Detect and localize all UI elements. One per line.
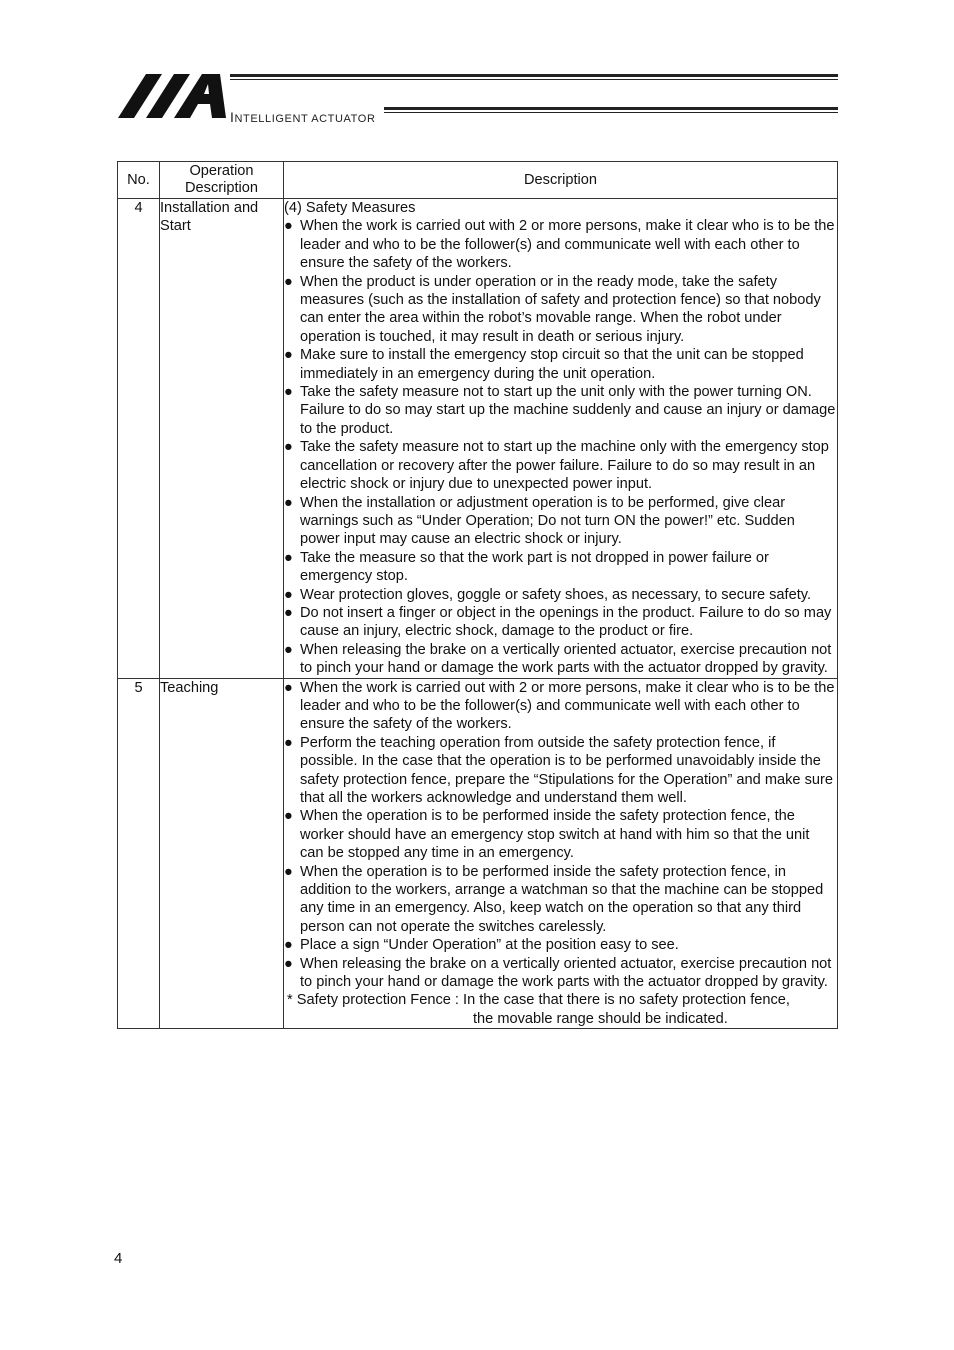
brand-wordmark: INTELLIGENT ACTUATOR bbox=[230, 109, 376, 125]
list-item: ● When the installation or adjustment operation is to be performed, give clear warnings such as “Under Operation; Do not turn ON the power!” etc. Sudden power input may cause an electric shock or injury. bbox=[284, 494, 795, 548]
column-header-no: No. bbox=[118, 162, 160, 199]
list-item: ● Take the measure so that the work part is not dropped in power failure or emergency stop. bbox=[284, 549, 769, 585]
bullet-icon: ● bbox=[284, 955, 293, 972]
list-item: ● Take the safety measure not to start up the unit only with the power turning ON. Failure to do so may start up the machine suddenly and cause an injury or damage to the product. bbox=[284, 384, 836, 437]
footnote-line-2: the movable range should be indicated. bbox=[473, 1010, 728, 1027]
bullet-icon: ● bbox=[284, 863, 293, 880]
bullet-icon: ● bbox=[284, 439, 293, 456]
bullet-icon: ● bbox=[284, 679, 293, 696]
bullet-icon: ● bbox=[284, 937, 293, 954]
bullet-icon: ● bbox=[284, 734, 293, 751]
list-item: ● When the operation is to be performed inside the safety protection fence, in addition to the workers, arrange a watchman so that the machine can be stopped any time in an emergency. Also, keep watch on the operation so that any third person can not operate the switches carelessly. bbox=[284, 863, 824, 935]
list-item: ● When the work is carried out with 2 or more persons, make it clear who is to be the leader and who to be the follower(s) and communicate well with each other to ensure the safety of the workers. bbox=[284, 218, 835, 272]
list-item: ● Place a sign “Under Operation” at the position easy to see. bbox=[284, 937, 679, 954]
iai-logo-icon bbox=[116, 70, 228, 120]
column-header-operation: Operation Description bbox=[160, 162, 284, 199]
column-header-description: Description bbox=[284, 162, 838, 199]
bullet-icon: ● bbox=[284, 494, 293, 511]
description-cell bbox=[284, 678, 838, 1029]
section-subheading: (4) Safety Measures bbox=[284, 200, 416, 216]
bullet-icon: ● bbox=[284, 384, 293, 401]
bullet-icon: ● bbox=[284, 218, 293, 235]
document-header bbox=[116, 70, 840, 125]
list-item: ● When releasing the brake on a vertically oriented actuator, exercise precaution not to pinch your hand or damage the work parts with the actuator dropped by gravity. bbox=[284, 955, 832, 991]
footnote-line-1: * Safety protection Fence : In the case that there is no safety protection fence, bbox=[287, 992, 790, 1009]
bullet-icon: ● bbox=[284, 347, 293, 364]
row-number: 4 bbox=[118, 199, 160, 679]
bullet-icon: ● bbox=[284, 586, 293, 603]
bullet-icon: ● bbox=[284, 273, 293, 290]
header-rule-top-thick bbox=[230, 74, 838, 77]
footnote bbox=[284, 991, 837, 1028]
header-rule-bottom-thick bbox=[384, 107, 838, 110]
table-header-row bbox=[118, 162, 838, 199]
page-number: 4 bbox=[114, 1250, 123, 1267]
list-item: ● When the operation is to be performed inside the safety protection fence, the worker should have an emergency stop switch at hand with him so that the unit can be stopped any time in an emergency. bbox=[284, 808, 810, 862]
table-row-teaching bbox=[118, 678, 838, 1029]
table-row-installation bbox=[118, 199, 838, 679]
bullet-list bbox=[284, 217, 837, 677]
bullet-icon: ● bbox=[284, 808, 293, 825]
bullet-list bbox=[284, 679, 837, 992]
list-item: ● When the work is carried out with 2 or more persons, make it clear who is to be the leader and who to be the follower(s) and communicate well with each other to ensure the safety of the workers. bbox=[284, 679, 835, 733]
list-item: ● When releasing the brake on a vertically oriented actuator, exercise precaution not to pinch your hand or damage the work parts with the actuator dropped by gravity. bbox=[284, 641, 832, 677]
bullet-icon: ● bbox=[284, 604, 293, 621]
list-item: ● Take the safety measure not to start up the machine only with the emergency stop cancellation or recovery after the power failure. Failure to do so may result in an electric shock or injury due to unexpected power input. bbox=[284, 439, 829, 493]
list-item: ● Wear protection gloves, goggle or safety shoes, as necessary, to secure safety. bbox=[284, 586, 812, 603]
bullet-icon: ● bbox=[284, 549, 293, 566]
operation-label: Teaching bbox=[160, 678, 284, 1029]
list-item: ● Make sure to install the emergency stop circuit so that the unit can be stopped immediately in an emergency during the unit operation. bbox=[284, 347, 804, 382]
list-item: ● Do not insert a finger or object in the openings in the product. Failure to do so may cause an injury, electric shock, damage to the product or fire. bbox=[284, 604, 832, 640]
description-cell bbox=[284, 199, 838, 679]
header-rule-top-thin bbox=[230, 79, 838, 80]
list-item: ● Perform the teaching operation from outside the safety protection fence, if possible. In the case that the operation is to be performed unavoidably inside the safety protection fence, prepare the “Stipulations for the Operation” and make sure that all the workers acknowledge and understand them well. bbox=[284, 734, 833, 806]
bullet-icon: ● bbox=[284, 641, 293, 658]
safety-table bbox=[117, 161, 838, 1029]
row-number: 5 bbox=[118, 678, 160, 1029]
operation-label: Installation and Start bbox=[160, 199, 284, 679]
list-item: ● When the product is under operation or in the ready mode, take the safety measures (such as the installation of safety and protection fence) so that nobody can enter the area within the robot’s movable range. When the robot under operation is touched, it may result in death or serious injury. bbox=[284, 273, 821, 345]
header-rule-bottom-thin bbox=[384, 112, 838, 113]
